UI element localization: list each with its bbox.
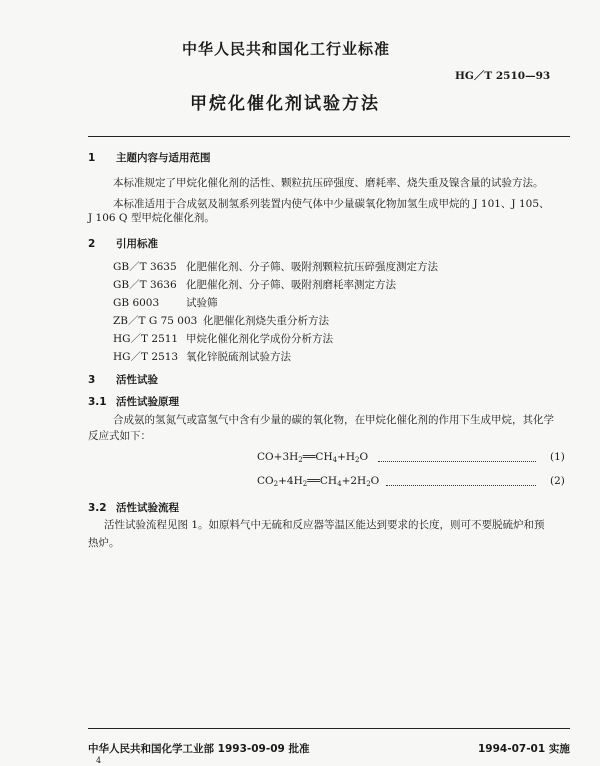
section-3-2-line-2: 热炉。 xyxy=(88,537,120,549)
section-1-heading: 1 主题内容与适用范围 xyxy=(88,152,211,164)
standard-code: HG／T 2510—93 xyxy=(455,70,551,82)
section-3-2-heading: 3.2 活性试验流程 xyxy=(88,502,179,514)
equation-2-leader xyxy=(386,485,536,486)
reference-item: GB／T 3636 化肥催化剂、分子筛、吸附剂磨耗率测定方法 xyxy=(113,279,396,291)
equation-2-number: (2) xyxy=(550,475,565,487)
equation-1: $CO+3H_2══CH_4+H_2O$ xyxy=(257,451,369,464)
reference-item: ZB／T G 75 003 化肥催化剂烧失重分析方法 xyxy=(113,315,329,327)
section-1-para-1: 本标准规定了甲烷化催化剂的活性、颗粒抗压碎强度、磨耗率、烧失重及镍含量的试验方法。 xyxy=(113,177,544,189)
approval-line: 中华人民共和国化学工业部 1993-09-09 批准 xyxy=(88,743,310,755)
issuing-organization: 中华人民共和国化工行业标准 xyxy=(182,40,391,58)
section-3-heading: 3 活性试验 xyxy=(88,374,158,386)
section-3-1-line-2: 反应式如下： xyxy=(88,430,151,442)
equation-1-number: (1) xyxy=(550,451,565,463)
reference-item: HG／T 2513 氧化锌脱硫剂试验方法 xyxy=(113,351,291,363)
section-3-1-heading: 3.1 活性试验原理 xyxy=(88,396,179,408)
equation-2: $CO_2+4H_2══CH_4+2H_2O$ xyxy=(257,475,380,488)
section-3-1-line-1: 合成氨的氢氮气或富氢气中含有少量的碳的氧化物，在甲烷化催化剂的作用下生成甲烷，其化学 xyxy=(113,414,554,426)
section-3-2-line-1: 活性试验流程见图 1。如原料气中无硫和反应器等温区能达到要求的长度，则可不要脱硫炉和预 xyxy=(104,519,545,531)
footer-divider xyxy=(88,728,570,729)
reference-item: HG／T 2511 甲烷化催化剂化学成份分析方法 xyxy=(113,333,333,345)
page-mark: 4 xyxy=(96,756,102,765)
equation-1-leader xyxy=(378,461,536,462)
section-2-heading: 2 引用标准 xyxy=(88,238,158,250)
reference-item: GB／T 3635 化肥催化剂、分子筛、吸附剂颗粒抗压碎强度测定方法 xyxy=(113,261,438,273)
header-divider xyxy=(88,136,570,137)
section-1-para-2-line-1: 本标准适用于合成氨及制氢系列装置内使气体中少量碳氧化物加氢生成甲烷的 J 101、J 105、 xyxy=(113,198,550,210)
section-1-para-2-line-2: J 106 Q 型甲烷化催化剂。 xyxy=(88,212,215,224)
implementation-date: 1994-07-01 实施 xyxy=(478,743,570,755)
reference-item: GB 6003 试验筛 xyxy=(113,297,218,309)
document-title: 甲烷化催化剂试验方法 xyxy=(190,94,380,114)
